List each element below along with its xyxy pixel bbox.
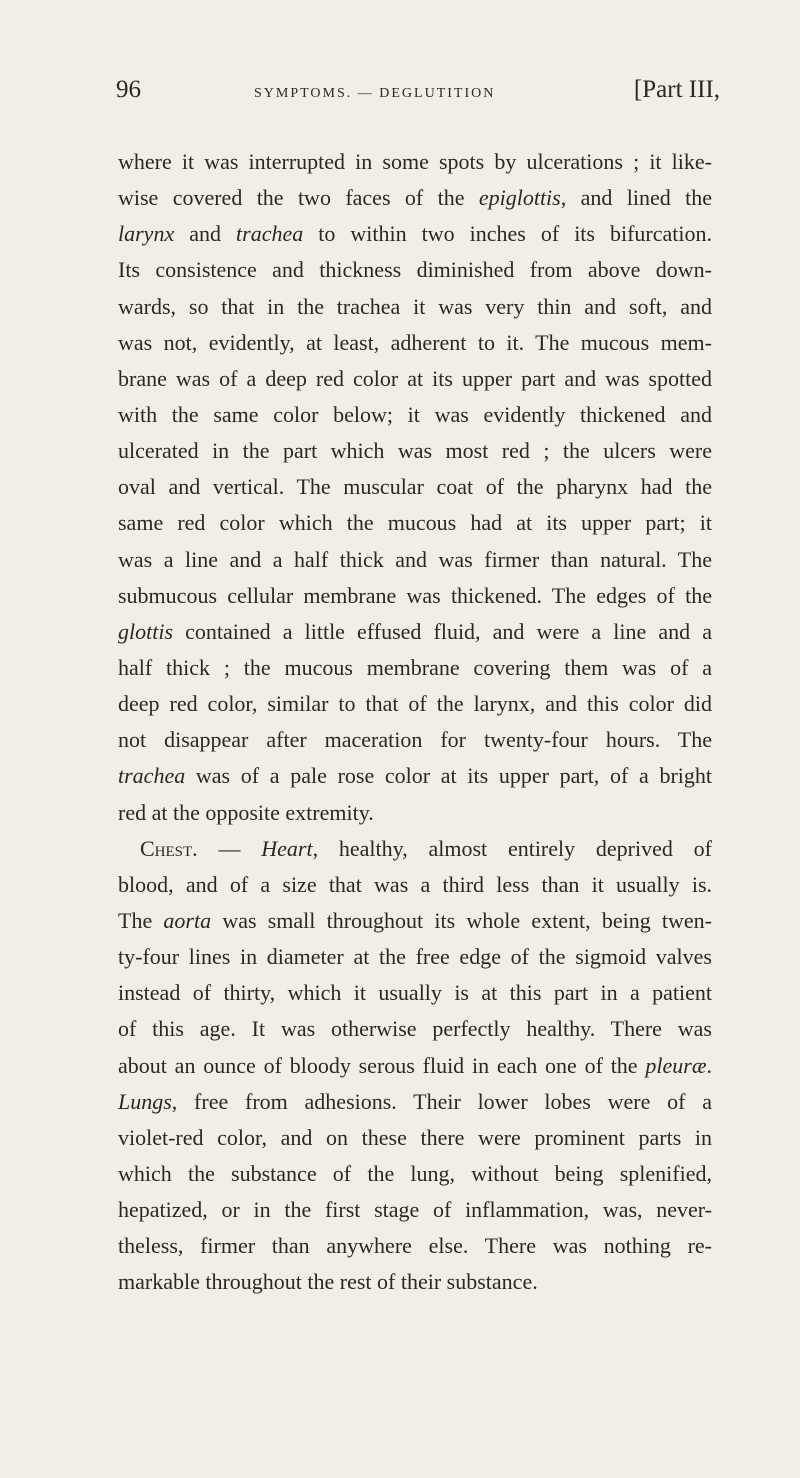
body-text bbox=[118, 144, 712, 1301]
text-line: was a line and a half thick and was firmer than natural. The bbox=[118, 546, 712, 572]
text-line: The aorta was small throughout its whole extent, being twen- bbox=[118, 907, 713, 933]
text-line: larynx and trachea to within two inches of its bifurcation. bbox=[118, 221, 713, 247]
italic-term: Lungs bbox=[118, 1088, 172, 1114]
text-line: trachea was of a pale rose color at its upper part, of a bright bbox=[118, 763, 712, 789]
text-line: red at the opposite extremity. bbox=[118, 799, 374, 825]
italic-term: pleuræ bbox=[645, 1052, 707, 1078]
part-label: [Part III, bbox=[633, 76, 720, 103]
text-line: brane was of a deep red color at its upper part and was spotted bbox=[118, 365, 712, 391]
text-line: which the substance of the lung, without being splenified, bbox=[118, 1160, 712, 1186]
italic-term: larynx bbox=[118, 221, 175, 247]
italic-term: trachea bbox=[118, 763, 186, 789]
text-line: ty-four lines in diameter at the free edge of the sigmoid valves bbox=[118, 944, 712, 970]
text-line: wise covered the two faces of the epiglottis, and lined the bbox=[118, 185, 712, 211]
page-number: 96 bbox=[116, 76, 141, 103]
text-line: not disappear after maceration for twenty-four hours. The bbox=[118, 727, 712, 753]
section-heading: Chest. bbox=[140, 835, 198, 861]
text-line: wards, so that in the trachea it was very thin and soft, and bbox=[118, 293, 712, 319]
text-line: half thick ; the mucous membrane covering them was of a bbox=[118, 654, 712, 680]
text-line: Lungs, free from adhesions. Their lower lobes were of a bbox=[118, 1088, 712, 1114]
italic-term: epiglottis bbox=[478, 185, 561, 211]
italic-term: glottis bbox=[118, 618, 174, 644]
italic-term: aorta bbox=[163, 907, 212, 933]
text-line: hepatized, or in the first stage of inflammation, was, never- bbox=[118, 1197, 712, 1223]
text-line: deep red color, similar to that of the larynx, and this color did bbox=[118, 691, 712, 717]
text-line: Chest. — Heart, healthy, almost entirely deprived of bbox=[140, 835, 712, 861]
text-line: theless, firmer than anywhere else. There was nothing re- bbox=[118, 1233, 712, 1259]
text-line: oval and vertical. The muscular coat of the pharynx had the bbox=[118, 474, 712, 500]
italic-term: trachea bbox=[236, 221, 304, 247]
text-line: same red color which the mucous had at its upper part; it bbox=[118, 510, 712, 536]
text-line: markable throughout the rest of their substance. bbox=[118, 1269, 538, 1295]
text-line: about an ounce of bloody serous fluid in each one of the pleuræ. bbox=[118, 1052, 712, 1078]
text-line: instead of thirty, which it usually is at this part in a patient bbox=[118, 980, 712, 1006]
text-line: where it was interrupted in some spots by ulcerations ; it like- bbox=[118, 149, 712, 174]
text-line: glottis contained a little effused fluid, and were a line and a bbox=[118, 618, 712, 644]
text-line: ulcerated in the part which was most red ; the ulcers were bbox=[118, 438, 712, 464]
text-line: Its consistence and thickness diminished from above down- bbox=[118, 257, 712, 283]
text-line: submucous cellular membrane was thickened. The edges of the bbox=[118, 582, 712, 608]
text-line: of this age. It was otherwise perfectly healthy. There was bbox=[118, 1016, 712, 1042]
text-line: blood, and of a size that was a third less than it usually is. bbox=[118, 871, 712, 897]
text-line: violet-red color, and on these there were prominent parts in bbox=[118, 1124, 712, 1150]
italic-term: Heart bbox=[261, 835, 313, 861]
page-header bbox=[116, 76, 720, 110]
text-line: with the same color below; it was evidently thickened and bbox=[118, 401, 712, 427]
running-title: SYMPTOMS. — DEGLUTITION bbox=[254, 86, 496, 101]
text-line: was not, evidently, at least, adherent to it. The mucous mem- bbox=[118, 329, 712, 355]
